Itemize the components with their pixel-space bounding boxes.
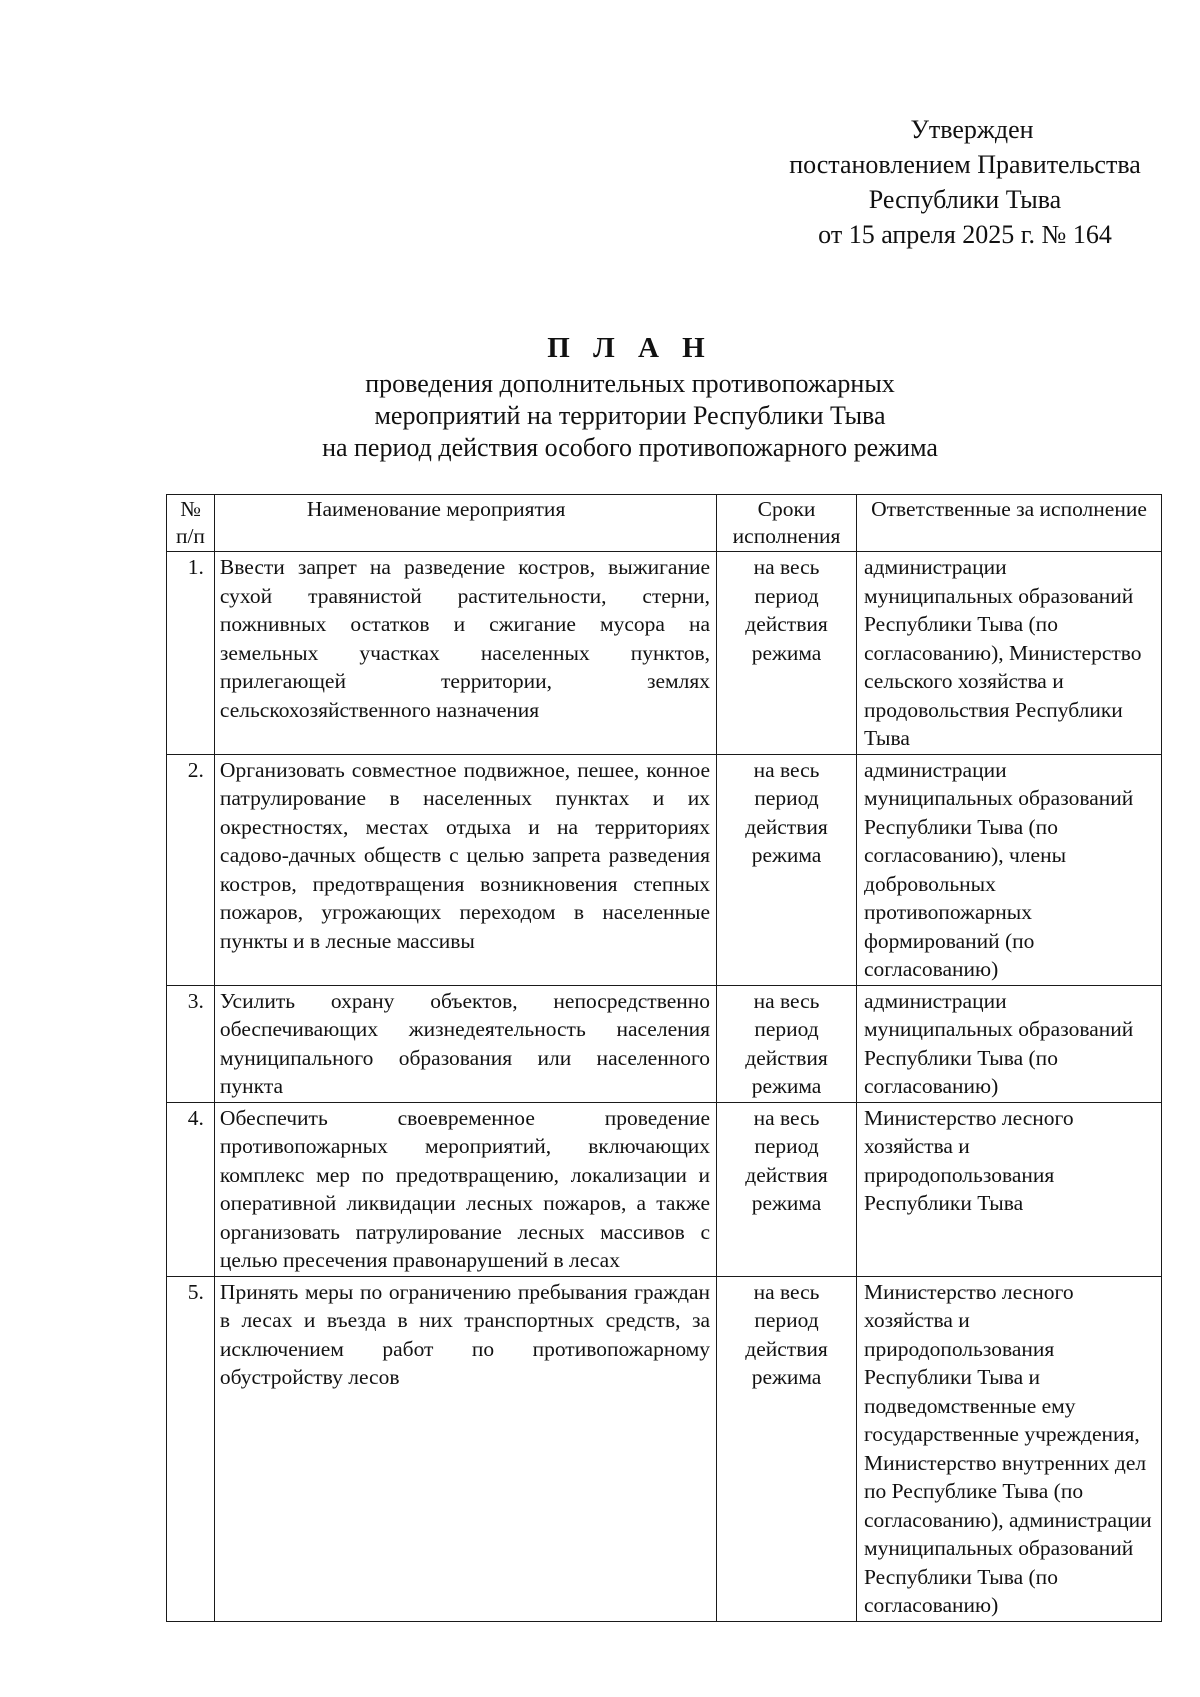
document-heading: П Л А Н xyxy=(547,332,713,364)
plan-table xyxy=(166,494,1162,1622)
row-term: на весь период действия режима xyxy=(717,1276,857,1621)
subtitle-line: на период действия особого противопожарного режима xyxy=(322,433,938,462)
row-name: Ввести запрет на разведение костров, выжигание сухой травянистой растительности, стерни, пожнивных остатков и сжигание мусора на земельных участках населенных пунктов, прилегающей территории, землях сельскохозяйственного назначения xyxy=(214,552,716,755)
table-row xyxy=(167,754,1162,985)
row-responsible: администрации муниципальных образований Республики Тыва (по согласованию), члены добровольных противопожарных формирований (по согласованию) xyxy=(857,754,1162,985)
subtitle-line: мероприятий на территории Республики Тыва xyxy=(374,401,886,430)
row-responsible: администрации муниципальных образований Республики Тыва (по согласованию) xyxy=(857,985,1162,1102)
table-row xyxy=(167,552,1162,755)
row-term: на весь период действия режима xyxy=(717,754,857,985)
row-responsible: Министерство лесного хозяйства и природопользования Республики Тыва и подведомственные ему государственные учреждения, Министерство внутренних дел по Республике Тыва (по согласованию), администрации муниципальных образований Республики Тыва (по согласованию) xyxy=(857,1276,1162,1621)
row-term: на весь период действия режима xyxy=(717,552,857,755)
table-header-row xyxy=(167,495,1162,552)
table-row xyxy=(167,985,1162,1102)
header-responsible: Ответственные за исполнение xyxy=(857,495,1162,552)
subtitle-line: проведения дополнительных противопожарных xyxy=(365,369,895,398)
header-name: Наименование мероприятия xyxy=(214,495,716,552)
approval-line: Утвержден xyxy=(910,115,1034,144)
table-row xyxy=(167,1102,1162,1276)
row-name: Принять меры по ограничению пребывания граждан в лесах и въезда в них транспортных средств, за исключением работ по противопожарному обустройству лесов xyxy=(214,1276,716,1621)
row-name: Обеспечить своевременное проведение противопожарных мероприятий, включающих комплекс мер по предотвращению, локализации и оперативной ликвидации лесных пожаров, а также организовать патрулирование лесных массивов с целью пресечения правонарушений в лесах xyxy=(214,1102,716,1276)
row-number: 4. xyxy=(167,1102,215,1276)
header-number: № п/п xyxy=(167,495,215,552)
approval-line: постановлением Правительства xyxy=(789,150,1141,179)
row-term: на весь период действия режима xyxy=(717,1102,857,1276)
header-term: Сроки исполнения xyxy=(717,495,857,552)
row-responsible: администрации муниципальных образований Республики Тыва (по согласованию), Министерство сельского хозяйства и продовольствия Республики Тыва xyxy=(857,552,1162,755)
approval-line: от 15 апреля 2025 г. № 164 xyxy=(818,220,1112,249)
approval-line: Республики Тыва xyxy=(868,185,1062,214)
row-number: 5. xyxy=(167,1276,215,1621)
row-number: 2. xyxy=(167,754,215,985)
document-title-block xyxy=(190,330,1070,464)
row-responsible: Министерство лесного хозяйства и природопользования Республики Тыва xyxy=(857,1102,1162,1276)
table-row xyxy=(167,1276,1162,1621)
document-subtitle xyxy=(190,368,1070,464)
row-term: на весь период действия режима xyxy=(717,985,857,1102)
row-name: Организовать совместное подвижное, пешее, конное патрулирование в населенных пунктах и их окрестностях, местах отдыха и на территориях садово-дачных обществ с целью запрета разведения костров, предотвращения возникновения степных пожаров, угрожающих переходом в населенные пункты и в лесные массивы xyxy=(214,754,716,985)
row-number: 1. xyxy=(167,552,215,755)
approval-stamp-block xyxy=(740,112,1190,252)
row-number: 3. xyxy=(167,985,215,1102)
row-name: Усилить охрану объектов, непосредственно обеспечивающих жизнедеятельность населения муниципального образования или населенного пункта xyxy=(214,985,716,1102)
